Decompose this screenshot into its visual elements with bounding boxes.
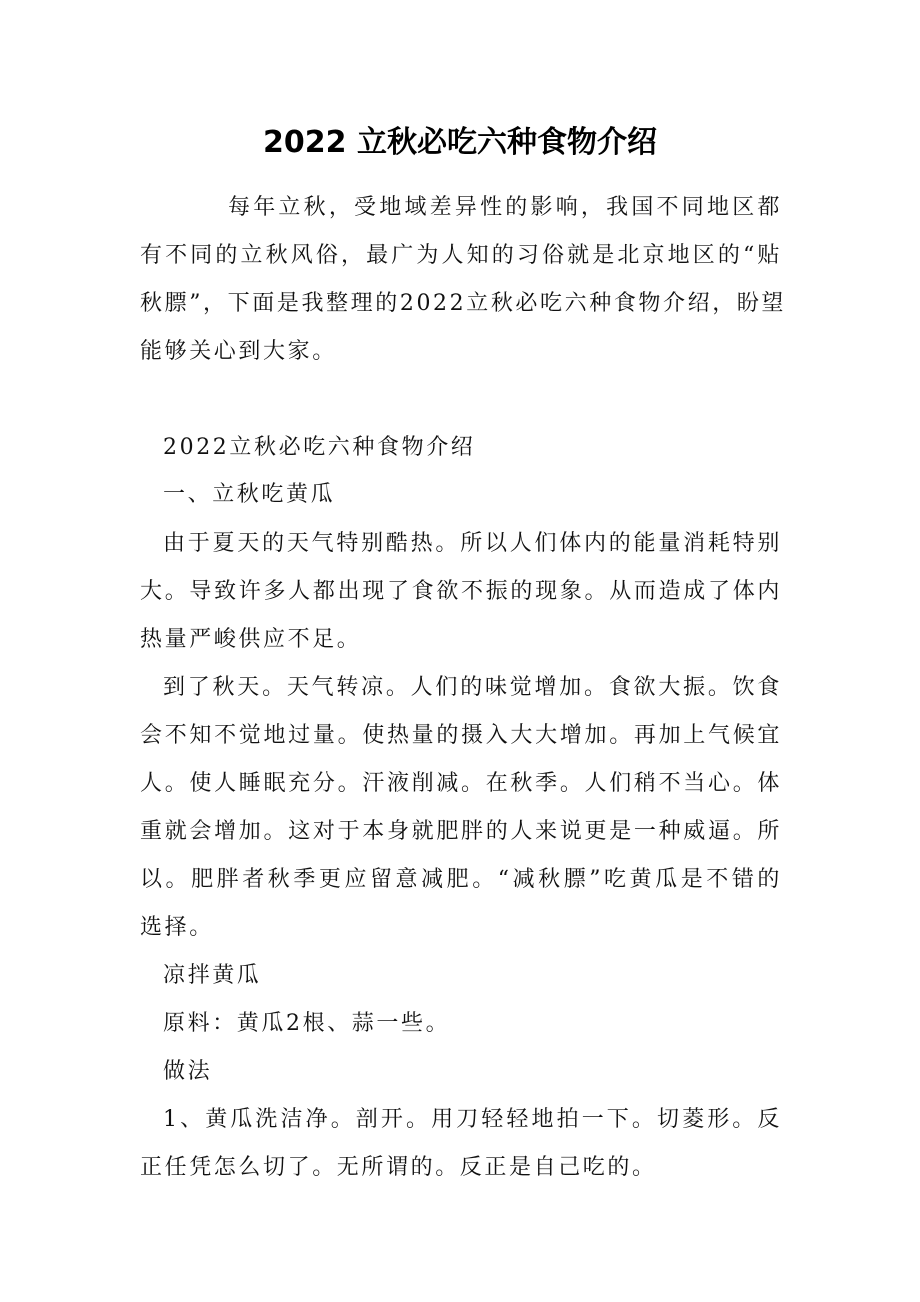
- recipe-ingredients: 原料：黄瓜2根、蒜一些。: [163, 1011, 451, 1036]
- para1-line-2: 大。导致许多人都出现了食欲不振的现象。从而造成了体内: [140, 579, 782, 604]
- recipe-method-label: 做法: [163, 1059, 213, 1084]
- subheading: 2022立秋必吃六种食物介绍: [163, 435, 476, 460]
- document-title: 2022 立秋必吃六种食物介绍: [263, 125, 657, 160]
- intro-line-1: 每年立秋，受地域差异性的影响，我国不同地区都: [228, 195, 782, 220]
- intro-line-4: 能够关心到大家。: [140, 339, 337, 364]
- intro-line-3: 秋膘”，下面是我整理的2022立秋必吃六种食物介绍，盼望: [140, 291, 787, 316]
- step1-line-1: 1、黄瓜洗洁净。剖开。用刀轻轻地拍一下。切菱形。反: [163, 1107, 782, 1132]
- recipe-name: 凉拌黄瓜: [163, 963, 262, 988]
- para2-line-5: 以。肥胖者秋季更应留意减肥。“减秋膘”吃黄瓜是不错的: [140, 867, 782, 892]
- intro-line-2: 有不同的立秋风俗，最广为人知的习俗就是北京地区的“贴: [140, 243, 782, 268]
- para2-line-1: 到了秋天。天气转凉。人们的味觉增加。食欲大振。饮食: [163, 675, 782, 700]
- para2-line-6: 选择。: [140, 915, 214, 940]
- para2-line-4: 重就会增加。这对于本身就肥胖的人来说更是一种威逼。所: [140, 819, 782, 844]
- section-heading-cucumber: 一、立秋吃黄瓜: [163, 482, 336, 507]
- para2-line-2: 会不知不觉地过量。使热量的摄入大大增加。再加上气候宜: [140, 723, 782, 748]
- para1-line-1: 由于夏天的天气特别酷热。所以人们体内的能量消耗特别: [163, 531, 782, 556]
- step1-line-2: 正任凭怎么切了。无所谓的。反正是自己吃的。: [140, 1155, 657, 1180]
- para1-line-3: 热量严峻供应不足。: [140, 627, 362, 652]
- para2-line-3: 人。使人睡眠充分。汗液削减。在秋季。人们稍不当心。体: [140, 771, 782, 796]
